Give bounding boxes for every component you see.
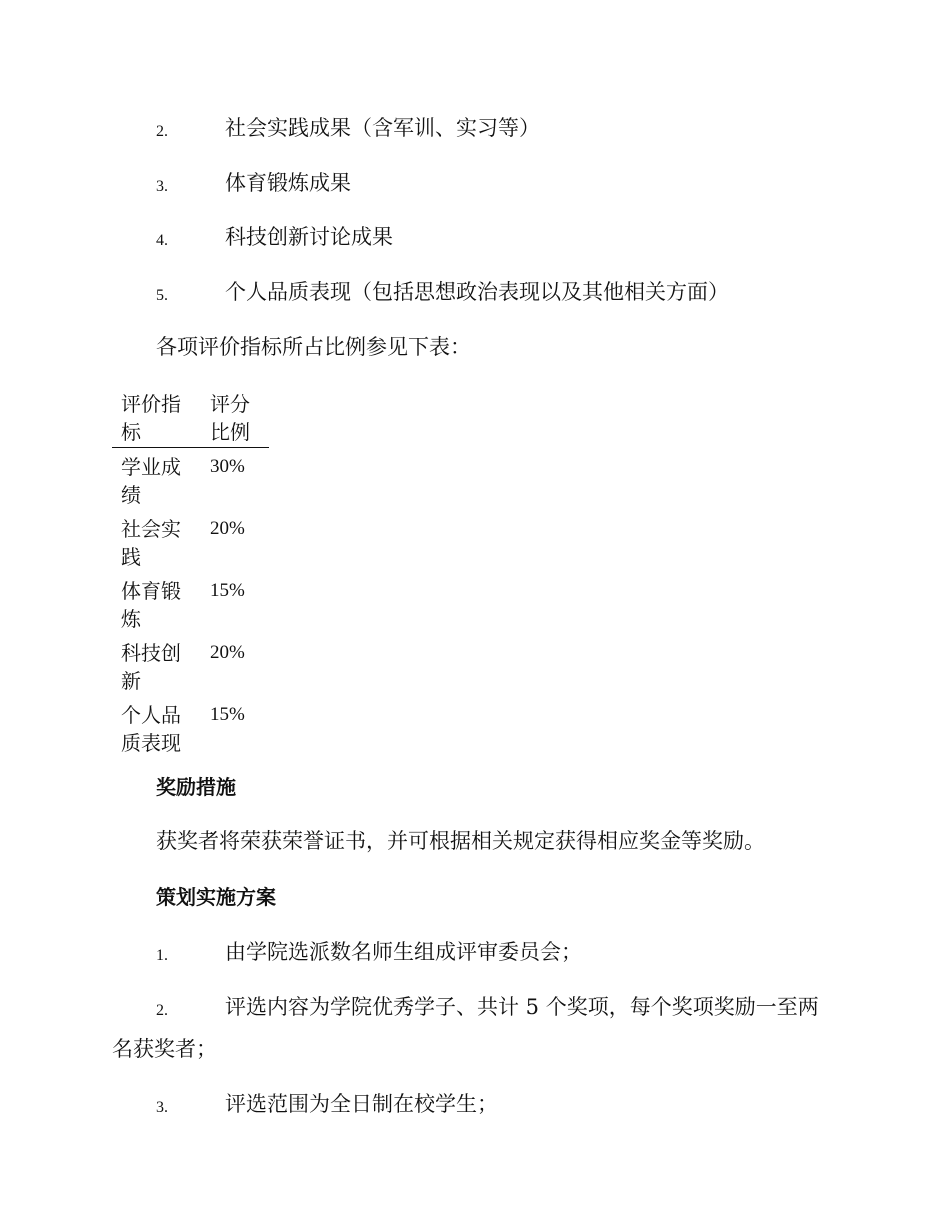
list-text: 社会实践成果（含军训、实习等） xyxy=(225,116,540,140)
table-cell-indicator: 社会实践 xyxy=(121,517,181,569)
list-text: 个人品质表现（包括思想政治表现以及其他相关方面） xyxy=(225,280,729,304)
table-cell-ratio: 20% xyxy=(210,518,245,539)
list-item-continuation: 名获奖者； xyxy=(112,1037,217,1061)
ratio-intro: 各项评价指标所占比例参见下表： xyxy=(156,335,471,359)
table-cell-ratio: 20% xyxy=(210,642,245,663)
reward-heading: 奖励措施 xyxy=(156,775,236,799)
list-number: 2. xyxy=(156,123,168,140)
plan-heading: 策划实施方案 xyxy=(156,885,276,909)
table-cell-ratio: 30% xyxy=(210,456,245,477)
table-header-rule xyxy=(112,447,269,448)
list-number: 1. xyxy=(156,947,168,964)
table-cell-indicator: 个人品质表现 xyxy=(121,703,181,755)
list-number: 3. xyxy=(156,178,168,195)
table-cell-indicator: 体育锻炼 xyxy=(121,579,181,631)
list-number: 2. xyxy=(156,1002,168,1019)
table-header-ratio: 评分比例 xyxy=(210,392,250,444)
list-text: 由学院选派数名师生组成评审委员会； xyxy=(225,940,582,964)
list-number: 3. xyxy=(156,1099,168,1116)
table-cell-indicator: 科技创新 xyxy=(121,641,181,693)
table-cell-indicator: 学业成绩 xyxy=(121,455,181,507)
list-number: 4. xyxy=(156,232,168,249)
table-cell-ratio: 15% xyxy=(210,704,245,725)
list-text: 科技创新讨论成果 xyxy=(225,225,393,249)
list-text: 体育锻炼成果 xyxy=(225,171,351,195)
list-text: 评选范围为全日制在校学生； xyxy=(225,1092,498,1116)
table-cell-ratio: 15% xyxy=(210,580,245,601)
list-text: 评选内容为学院优秀学子、共计 5 个奖项，每个奖项奖励一至两 xyxy=(225,995,819,1019)
list-number: 5. xyxy=(156,287,168,304)
reward-text: 获奖者将荣获荣誉证书，并可根据相关规定获得相应奖金等奖励。 xyxy=(156,829,765,853)
table-header-indicator: 评价指标 xyxy=(121,392,181,444)
